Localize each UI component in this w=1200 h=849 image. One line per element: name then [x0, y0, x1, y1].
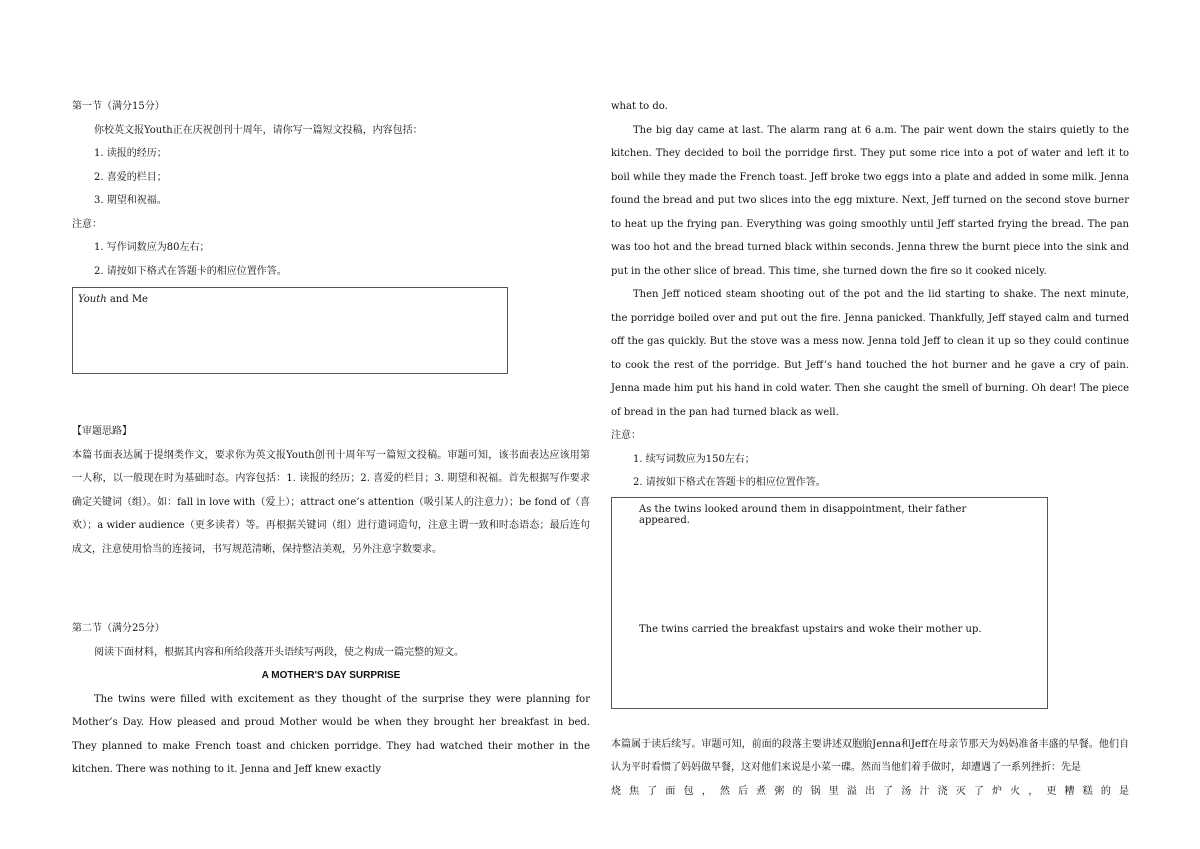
story-title: A MOTHER'S DAY SURPRISE	[261, 670, 401, 681]
notes-label: 注意：	[611, 430, 641, 441]
story-continuation: what to do.	[611, 101, 668, 112]
note-item: 2. 请按如下格式在答题卡的相应位置作答。	[94, 265, 287, 277]
story-paragraph-2: The big day came at last. The alarm rang at 6 a.m. The pair went down the stairs quietly to the kitchen. They decided to boil the porridge first. They put some rice into a pot of water and left it to boil while they made the French toast. Jeff broke two eggs into a plate and added in some milk. Jenna found the bread and put two slices into the egg mixture. Next, Jeff turned on the second stove burner to heat up the frying pan. Everything was going smoothly until Jeff started frying the bread. The pan was too hot and the bread turned black within seconds. Jenna threw the burnt piece into the sink and put in the other slice of bread. This time, she turned down the fire so it cooked nicely.	[611, 124, 1129, 277]
note-item: 1. 续写词数应为150左右；	[633, 453, 755, 465]
box-title-italic: Youth	[78, 294, 107, 305]
box-title-rest: and Me	[106, 294, 148, 305]
spacer	[611, 709, 1129, 733]
story-paragraph-3: Then Jeff noticed steam shooting out of the pot and the lid starting to shake. The next minute, the porridge boiled over and put out the fire. Jenna panicked. Thankfully, Jeff stayed calm and turned off the gas quickly. But the stove was a mess now. Jenna told Jeff to clean it up so they could continue to cook the rest of the porridge. But Jeff’s hand touched the hot burner and he gave a cry of pain. Jenna made him put his hand in cold water. Then she caught the smell of burning. Oh dear! The piece of bread in the pan had turned black as well.	[611, 289, 1129, 418]
continuation-answer-box[interactable]	[611, 497, 1048, 709]
analysis-label: 【审题思路】	[72, 426, 132, 437]
task-intro: 你校英文报Youth正在庆祝创刊十周年，请你写一篇短文投稿，内容包括：	[94, 124, 423, 136]
point-item: 2. 喜爱的栏目；	[94, 171, 167, 183]
section2-intro: 阅读下面材料，根据其内容和所给段落开头语续写两段，使之构成一篇完整的短文。	[94, 646, 464, 658]
story-paragraph-1: The twins were filled with excitement as they thought of the surprise they were planning for Mother’s Day. How pleased and proud Mother would be when they brought her breakfast in bed. They planned to make French toast and chicken porridge. They had watched their mother in the kitchen. There was nothing to it. Jenna and Jeff knew exactly	[72, 693, 590, 775]
analysis-text: 本篇书面表达属于提纲类作文，要求你为英文报Youth创刊十周年写一篇短文投稿。审题可知，该书面表达应该用第一人称，以一般现在时为基础时态。内容包括：1. 读报的经历；2. 喜爱的栏目；3. 期望和祝福。首先根据写作要求确定关键词（组）。如：fall in love with（爱上）；attract one’s attention（吸引某人的注意力）；be fond of（喜欢）；a wider audience（更多读者）等。再根据关键词（组）进行遣词造句，注意主谓一致和时态语态；最后连句成文，注意使用恰当的连接词，书写规范清晰，保持整洁美观，另外注意字数要求。	[72, 449, 590, 555]
notes-label: 注意：	[72, 218, 102, 230]
left-column	[72, 95, 590, 782]
point-item: 3. 期望和祝福。	[94, 195, 167, 206]
analysis-last-line: 烧 焦 了 面 包 ， 然 后 煮 粥 的 锅 里 溢 出 了 汤 汁 浇 灭 了 炉 火 ， 更 糟 糕 的 是	[611, 785, 1129, 797]
spacer	[72, 561, 590, 617]
point-item: 1. 读报的经历；	[94, 148, 167, 159]
spacer	[72, 374, 590, 420]
writing-answer-box[interactable]	[72, 287, 508, 374]
box-opening-line-1: As the twins looked around them in disappointment, their father appeared.	[639, 503, 967, 526]
analysis-text-2: 本篇属于读后续写。审题可知，前面的段落主要讲述双胞胎Jenna和Jeff在母亲节那天为妈妈准备丰盛的早餐。他们自认为平时看惯了妈妈做早餐，这对他们来说是小菜一碟。然而当他们着手做时，却遭遇了一系列挫折：先是	[611, 738, 1129, 773]
section2-title: 第二节（满分25分）	[72, 623, 165, 634]
note-item: 1. 写作词数应为80左右；	[94, 242, 210, 253]
note-item: 2. 请按如下格式在答题卡的相应位置作答。	[633, 477, 826, 488]
box-opening-line-2: The twins carried the breakfast upstairs and woke their mother up.	[639, 623, 982, 635]
right-column	[611, 95, 1129, 803]
section1-title: 第一节（满分15分）	[72, 101, 165, 112]
